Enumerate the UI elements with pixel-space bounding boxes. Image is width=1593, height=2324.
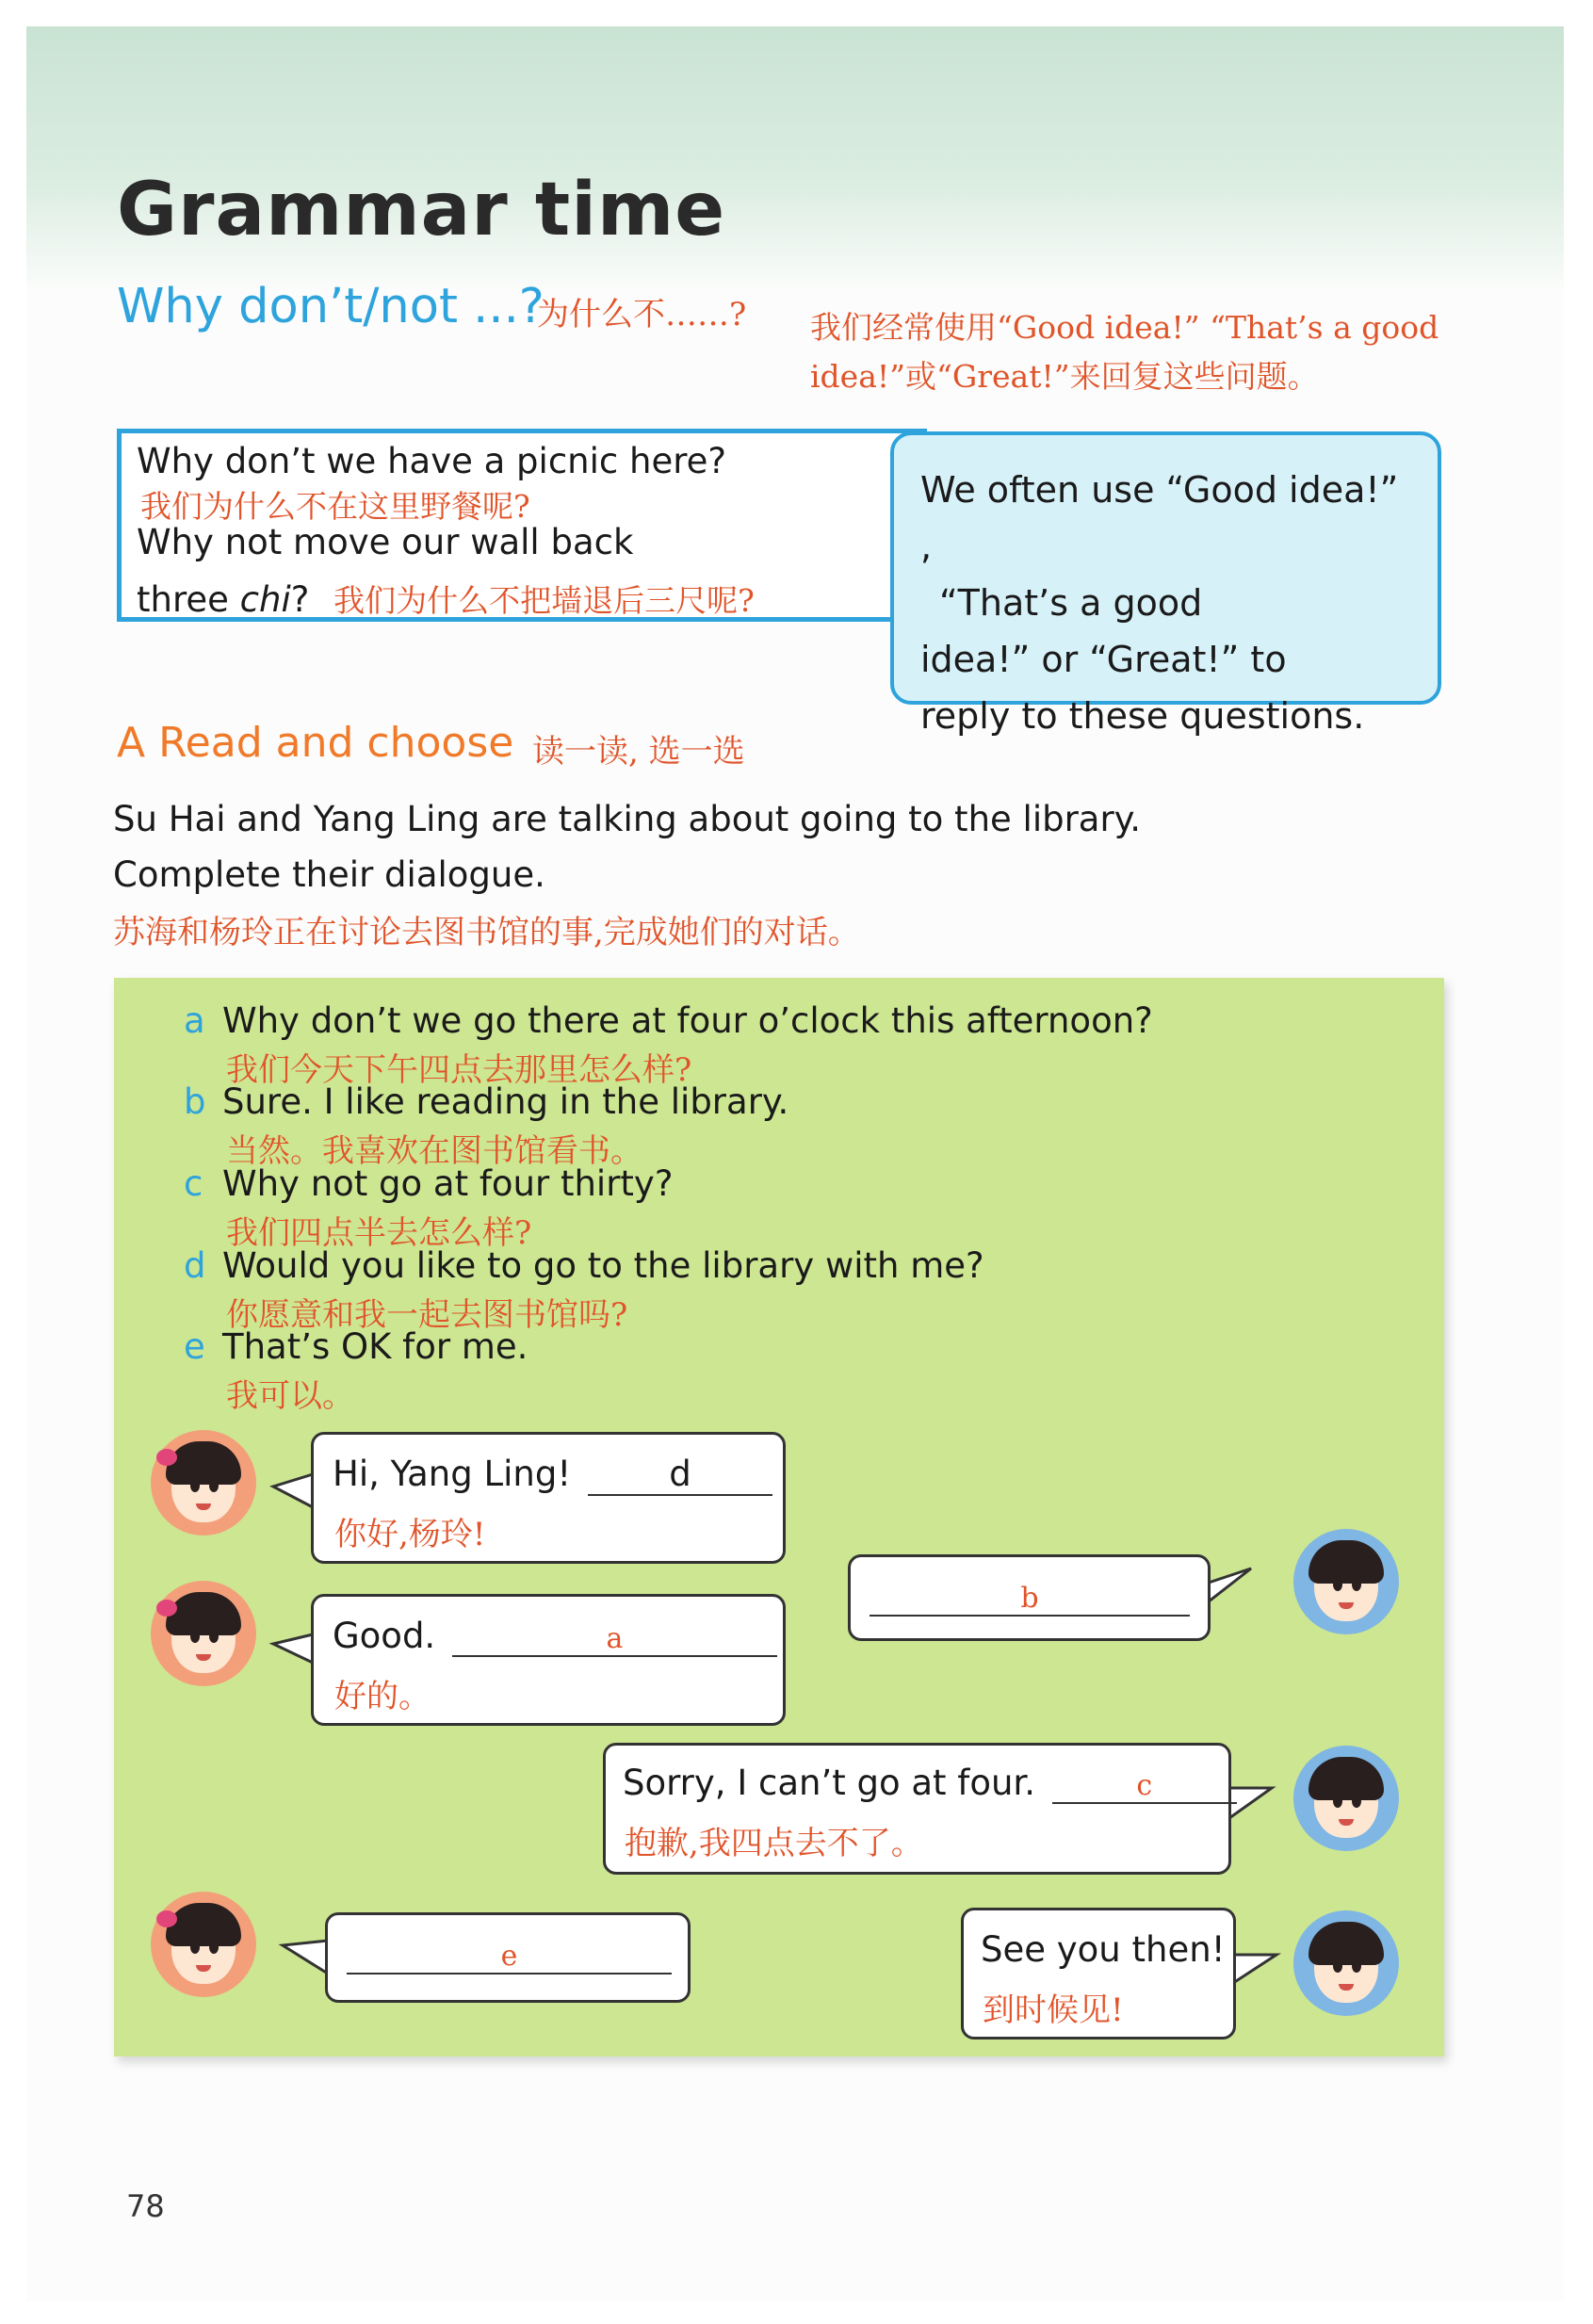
bubble-4-text: Sorry, I can’t go at four. (623, 1763, 1036, 1803)
bubble-1-text: Hi, Yang Ling! (333, 1454, 572, 1494)
option-text: That’s OK for me. (222, 1326, 528, 1367)
option-letter: a (184, 1000, 205, 1041)
option-letter: e (184, 1326, 205, 1367)
page-number: 78 (126, 2188, 165, 2224)
answer-blank-3[interactable]: a (452, 1622, 777, 1657)
example-line-1: Why don’t we have a picnic here? (137, 441, 727, 481)
note-line-1: We often use “Good idea!” , (920, 469, 1399, 567)
bubble-tail (1209, 1568, 1251, 1601)
usage-tip-cn: 我们经常使用“Good idea!” “That’s a good idea!”或“Great!”来回复这些问题。 (810, 309, 1439, 395)
speech-bubble-2 (848, 1554, 1211, 1641)
section-heading-cn: 读一读, 选一选 (532, 733, 745, 771)
option-letter: d (184, 1245, 206, 1286)
example-line-3-pre: three (137, 579, 240, 620)
instruction-line-1: Su Hai and Yang Ling are talking about going to the library. (113, 799, 1142, 839)
page-title: Grammar time (117, 168, 726, 252)
bubble-tail (273, 1634, 313, 1663)
answer-blank-4[interactable]: c (1052, 1769, 1237, 1804)
instruction-line-2: Complete their dialogue. (113, 854, 545, 895)
answer-blank-1[interactable]: d (588, 1454, 772, 1496)
example-line-1-cn: 我们为什么不在这里野餐呢? (140, 488, 530, 525)
option-cn: 你愿意和我一起去图书馆吗? (226, 1296, 628, 1334)
option-cn: 我可以。 (226, 1377, 354, 1415)
speech-bubble-4 (603, 1743, 1231, 1875)
speech-bubble-3 (311, 1594, 786, 1726)
bubble-1-cn: 你好,杨玲! (334, 1516, 486, 1553)
bubble-4-line (623, 1763, 1237, 1804)
option-text: Would you like to go to the library with me? (222, 1245, 984, 1286)
bubble-6-text: See you then! (981, 1929, 1226, 1970)
instruction-cn: 苏海和杨玲正在讨论去图书馆的事,完成她们的对话。 (113, 914, 860, 951)
option-text: Why don’t we go there at four o’clock this afternoon? (222, 1000, 1153, 1041)
bubble-3-cn: 好的。 (334, 1678, 431, 1715)
bubble-tail (1233, 1955, 1276, 1983)
note-line-4: reply to these questions. (920, 695, 1365, 737)
option-text: Why not go at four thirty? (222, 1163, 674, 1204)
example-line-3-italic: chi (239, 579, 291, 620)
grammar-subtitle-cn: 为什么不……? (537, 296, 747, 333)
bubble-1-line (333, 1454, 772, 1496)
speech-bubble-5 (325, 1912, 691, 2003)
bubble-3-line (333, 1616, 777, 1657)
bubble-2-line (870, 1582, 1190, 1617)
option-letter: c (184, 1163, 203, 1204)
speech-bubble-6 (961, 1908, 1236, 2040)
option-cn: 我们今天下午四点去那里怎么样? (226, 1051, 692, 1089)
grammar-subtitle: Why don’t/not ...? (117, 279, 545, 334)
bubble-3-text: Good. (333, 1616, 436, 1656)
note-line-3: idea!” or “Great!” to (920, 639, 1287, 680)
option-letter: b (184, 1081, 206, 1122)
example-line-3-post: ? (290, 579, 310, 620)
bubble-4-cn: 抱歉,我四点去不了。 (625, 1825, 923, 1862)
bubble-tail (283, 1941, 328, 1974)
option-cn: 我们四点半去怎么样? (226, 1214, 532, 1252)
example-line-2: Why not move our wall back (137, 522, 634, 562)
example-line-3-cn: 我们为什么不把墙退后三尺呢? (333, 582, 755, 619)
answer-blank-2[interactable]: b (870, 1582, 1190, 1617)
bubble-5-line (347, 1940, 672, 1975)
option-cn: 当然。我喜欢在图书馆看书。 (226, 1132, 642, 1170)
bubble-6-cn: 到时候见! (983, 1991, 1124, 2029)
bubble-tail (273, 1474, 313, 1507)
speech-bubble-1 (311, 1432, 786, 1564)
option-text: Sure. I like reading in the library. (222, 1081, 789, 1122)
answer-blank-5[interactable]: e (347, 1940, 672, 1975)
note-line-2: “That’s a good (939, 582, 1203, 624)
section-heading: A Read and choose (117, 719, 514, 767)
